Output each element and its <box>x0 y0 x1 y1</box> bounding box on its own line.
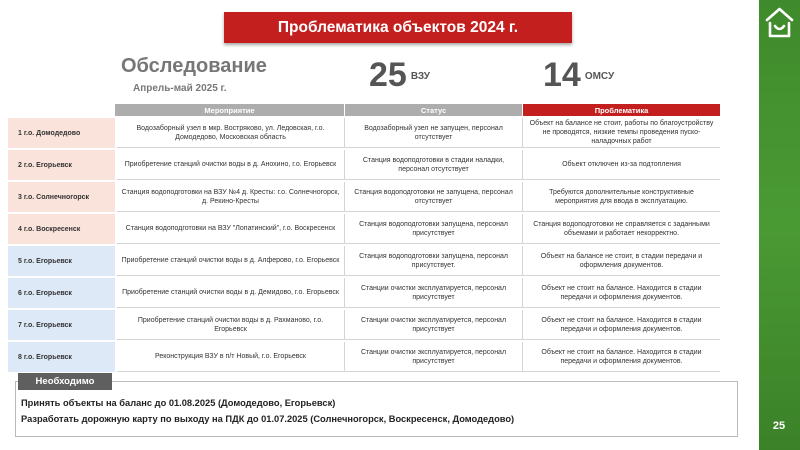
row-problem: Станция водоподготовки не справляется с заданными объемами и работает некорректно. <box>523 214 720 244</box>
table-row <box>8 214 720 244</box>
row-name: 7 г.о. Егорьевск <box>8 310 115 340</box>
stat-vzu-unit: ВЗУ <box>410 71 431 82</box>
table-row <box>8 278 720 308</box>
objects-table <box>8 104 720 372</box>
row-status: Станция водоподготовки в стадии наладки, персонал отсутствует <box>345 150 523 180</box>
row-name: 5 г.о. Егорьевск <box>8 246 115 276</box>
house-logo-icon <box>764 6 795 40</box>
header-status: Статус <box>345 104 523 116</box>
row-problem: Объект не стоит на балансе. Находится в стадии передачи и оформления документов. <box>523 278 720 308</box>
survey-title: Обследование <box>121 55 267 77</box>
row-name: 3 г.о. Солнечногорск <box>8 182 115 212</box>
row-problem: Объект на балансе не стоит, работы по благоустройству не проводятся, низкие темпы проведения пуско-наладочных работ <box>523 118 720 148</box>
stat-vzu-value: 25 <box>369 56 407 94</box>
need-item-roadmap: Разработать дорожную карту по выходу на ПДК до 01.07.2025 (Солнечногорск, Воскресенск, Домодедово) <box>21 414 515 424</box>
page-title: Проблематика объектов 2024 г. <box>224 12 572 43</box>
row-name: 2 г.о. Егорьевск <box>8 150 115 180</box>
row-problem: Объект на балансе не стоит, в стадии передачи и оформления документов. <box>523 246 720 276</box>
row-name: 1 г.о. Домодедово <box>8 118 115 148</box>
row-problem: Объект не стоит на балансе. Находится в стадии передачи и оформления документов. <box>523 342 720 372</box>
row-measure: Станция водоподготовки на ВЗУ "Лопатинский", г.о. Воскресенск <box>117 214 345 244</box>
table-header <box>8 104 720 116</box>
survey-period: Апрель-май 2025 г. <box>133 83 227 94</box>
row-status: Станция водоподготовки запущена, персонал присутствует. <box>345 246 523 276</box>
stat-omsu-value: 14 <box>543 56 581 94</box>
stat-vzu <box>369 58 430 92</box>
header-spacer <box>8 104 115 116</box>
table-row <box>8 342 720 372</box>
table-row <box>8 118 720 148</box>
need-label: Необходимо <box>18 373 112 390</box>
stat-omsu-unit: ОМСУ <box>584 71 615 82</box>
need-item-balance: Принять объекты на баланс до 01.08.2025 (Домодедово, Егорьевск) <box>21 398 336 408</box>
row-measure: Приобретение станций очистки воды в д. Демидово, г.о. Егорьевск <box>117 278 345 308</box>
table-row <box>8 150 720 180</box>
header-problem: Проблематика <box>523 104 720 116</box>
table-row <box>8 246 720 276</box>
row-name: 4 г.о. Воскресенск <box>8 214 115 244</box>
row-name: 8 г.о. Егорьевск <box>8 342 115 372</box>
row-measure: Приобретение станций очистки воды в д. Рахманово, г.о. Егорьевск <box>117 310 345 340</box>
row-status: Станции очистки эксплуатируется, персонал присутствует <box>345 310 523 340</box>
row-name: 6 г.о. Егорьевск <box>8 278 115 308</box>
brand-side-band <box>759 0 800 450</box>
row-measure: Водозаборный узел в мкр. Востряково, ул. Ледовская, г.о. Домодедово, Московская область <box>117 118 345 148</box>
table-row <box>8 310 720 340</box>
row-status: Станция водоподготовки запущена, персонал присутствует <box>345 214 523 244</box>
row-status: Водозаборный узел не запущен, персонал отсутствует <box>345 118 523 148</box>
stat-omsu <box>543 58 614 92</box>
row-measure: Станция водоподготовки на ВЗУ №4 д. Кресты: г.о. Солнечногорск, д. Рекино-Кресты <box>117 182 345 212</box>
row-measure: Реконструкция ВЗУ в п/т Новый, г.о. Егорьевск <box>117 342 345 372</box>
row-problem: Объект не стоит на балансе. Находится в стадии передачи и оформления документов. <box>523 310 720 340</box>
row-status: Станция водоподготовки не запущена, персонал отсутствует <box>345 182 523 212</box>
row-problem: Объект отключен из-за подтопления <box>523 150 720 180</box>
row-status: Станции очистки эксплуатируется, персонал присутствует <box>345 342 523 372</box>
row-measure: Приобретение станций очистки воды в д. Алферово, г.о. Егорьевск <box>117 246 345 276</box>
header-measure: Мероприятие <box>115 104 345 116</box>
need-panel <box>15 381 738 437</box>
row-measure: Приобретение станций очистки воды в д. Анохино, г.о. Егорьевск <box>117 150 345 180</box>
page-number: 25 <box>772 420 786 432</box>
table-row <box>8 182 720 212</box>
row-problem: Требуются дополнительные конструктивные мероприятия для ввода в эксплуатацию. <box>523 182 720 212</box>
row-status: Станции очистки эксплуатируется, персонал присутствует <box>345 278 523 308</box>
